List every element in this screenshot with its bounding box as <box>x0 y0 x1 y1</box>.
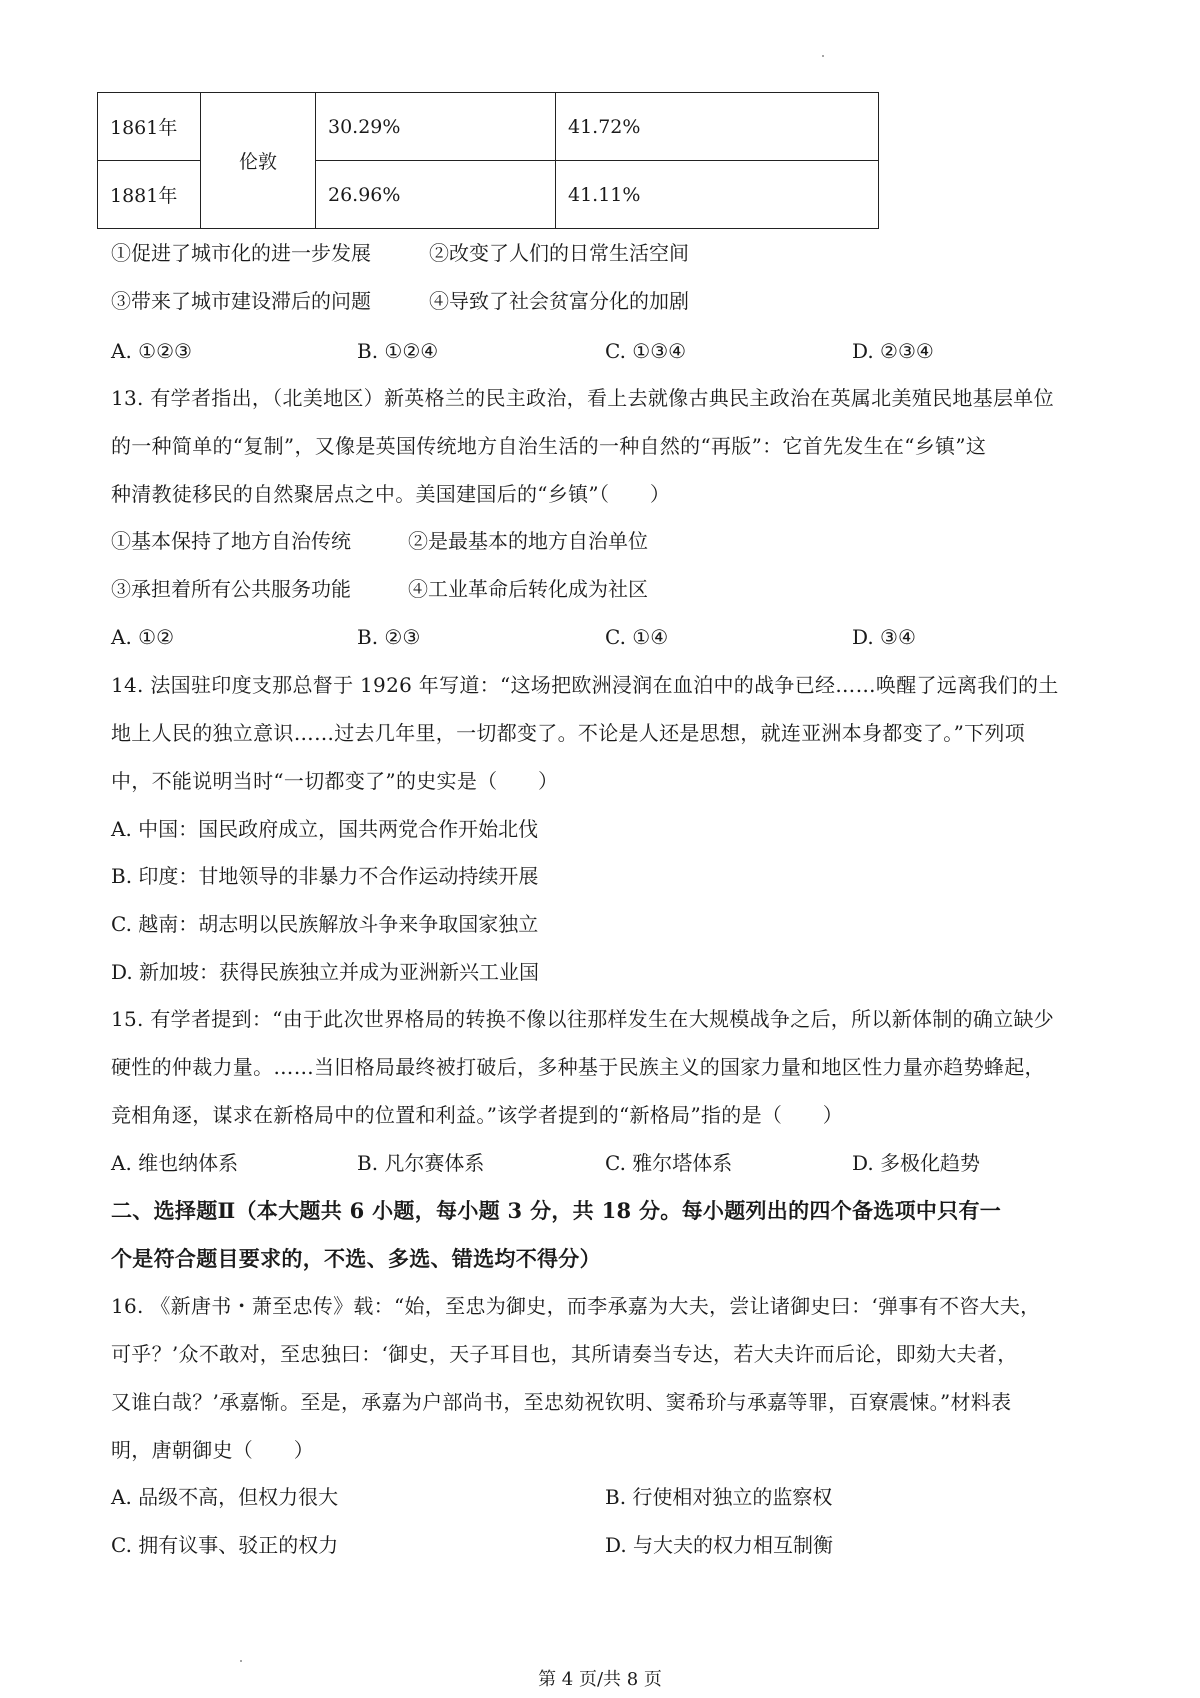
q14-option-c: C. 越南：胡志明以民族解放斗争来争取国家独立 <box>111 912 539 936</box>
table-cell-value: 41.72% <box>556 93 879 161</box>
q15-option-b: B. 凡尔赛体系 <box>357 1151 485 1175</box>
q12-statement-1: ①促进了城市化的进一步发展 <box>111 241 371 265</box>
q16-option-a: A. 品级不高，但权力很大 <box>111 1485 339 1509</box>
table-cell-year: 1861年 <box>98 93 201 161</box>
q14-stem-line: 14. 法国驻印度支那总督于 1926 年写道：“这场把欧洲浸润在血泊中的战争已经……唤醒了远离我们的土 <box>111 673 1059 697</box>
table-cell-value: 26.96% <box>316 161 556 229</box>
q13-statement-4: ④工业革命后转化成为社区 <box>408 577 648 601</box>
q12-option-c: C. ①③④ <box>605 339 687 363</box>
q13-stem-line: 种清教徒移民的自然聚居点之中。美国建国后的“乡镇”（ ） <box>111 482 671 506</box>
table-cell-value: 30.29% <box>316 93 556 161</box>
table-cell-value: 41.11% <box>556 161 879 229</box>
table-cell-year: 1881年 <box>98 161 201 229</box>
q12-statement-4: ④导致了社会贫富分化的加剧 <box>429 289 689 313</box>
q16-stem-line: 16. 《新唐书・萧至忠传》载：“始，至忠为御史，而李承嘉为大夫，尝让诸御史曰：‘弹事有不咨大夫， <box>111 1294 1041 1318</box>
q13-statement-2: ②是最基本的地方自治单位 <box>408 529 648 553</box>
q14-stem-line: 地上人民的独立意识……过去几年里，一切都变了。不论是人还是思想，就连亚洲本身都变了。”下列项 <box>111 721 1026 745</box>
q12-option-d: D. ②③④ <box>852 339 934 363</box>
section-heading: 二、选择题Ⅱ（本大题共 6 小题，每小题 3 分，共 18 分。每小题列出的四个备选项中只有一 <box>111 1198 1002 1223</box>
q16-stem-line: 又谁白哉？’承嘉惭。至是，承嘉为户部尚书，至忠劾祝钦明、窦希玠与承嘉等罪，百寮震悚。”材料表 <box>111 1390 1012 1414</box>
q13-statement-3: ③承担着所有公共服务功能 <box>111 577 351 601</box>
page-number: 第 4 页/共 8 页 <box>538 1669 662 1690</box>
q13-stem-line: 13. 有学者指出，（北美地区）新英格兰的民主政治，看上去就像古典民主政治在英属北美殖民地基层单位 <box>111 386 1054 410</box>
q16-option-d: D. 与大夫的权力相互制衡 <box>605 1533 834 1557</box>
q15-option-c: C. 雅尔塔体系 <box>605 1151 733 1175</box>
q12-statement-2: ②改变了人们的日常生活空间 <box>429 241 689 265</box>
q15-stem-line: 竞相角逐，谋求在新格局中的位置和利益。”该学者提到的“新格局”指的是（ ） <box>111 1103 844 1127</box>
q16-stem-line: 明，唐朝御史（ ） <box>111 1438 314 1462</box>
q15-option-a: A. 维也纳体系 <box>111 1151 239 1175</box>
q13-option-b: B. ②③ <box>357 625 421 649</box>
q14-option-a: A. 中国：国民政府成立，国共两党合作开始北伐 <box>111 817 539 841</box>
scan-dot <box>822 55 824 57</box>
q13-option-c: C. ①④ <box>605 625 669 649</box>
section-heading: 个是符合题目要求的，不选、多选、错选均不得分） <box>111 1246 601 1271</box>
q16-option-b: B. 行使相对独立的监察权 <box>605 1485 833 1509</box>
table-cell-city: 伦敦 <box>201 93 316 229</box>
q12-option-b: B. ①②④ <box>357 339 439 363</box>
scan-dot <box>240 1660 242 1662</box>
q12-statement-3: ③带来了城市建设滞后的问题 <box>111 289 371 313</box>
q15-stem-line: 硬性的仲裁力量。……当旧格局最终被打破后，多种基于民族主义的国家力量和地区性力量亦趋势蜂起， <box>111 1055 1045 1079</box>
q16-stem-line: 可乎？’众不敢对，至忠独曰：‘御史，天子耳目也，其所请奏当专达，若大夫许而后论，即劾大夫者， <box>111 1342 1018 1366</box>
q14-option-b: B. 印度：甘地领导的非暴力不合作运动持续开展 <box>111 864 539 888</box>
table-row <box>98 93 879 161</box>
q13-statement-1: ①基本保持了地方自治传统 <box>111 529 351 553</box>
data-table <box>97 92 879 229</box>
q16-option-c: C. 拥有议事、驳正的权力 <box>111 1533 339 1557</box>
q15-option-d: D. 多极化趋势 <box>852 1151 981 1175</box>
q15-stem-line: 15. 有学者提到：“由于此次世界格局的转换不像以往那样发生在大规模战争之后，所以新体制的确立缺少 <box>111 1007 1055 1031</box>
q13-option-d: D. ③④ <box>852 625 916 649</box>
q14-stem-line: 中，不能说明当时“一切都变了”的史实是（ ） <box>111 769 559 793</box>
q14-option-d: D. 新加坡：获得民族独立并成为亚洲新兴工业国 <box>111 960 540 984</box>
q12-option-a: A. ①②③ <box>111 339 192 363</box>
q13-option-a: A. ①② <box>111 625 175 649</box>
q13-stem-line: 的一种简单的“复制”，又像是英国传统地方自治生活的一种自然的“再版”：它首先发生在“乡镇”这 <box>111 434 987 458</box>
